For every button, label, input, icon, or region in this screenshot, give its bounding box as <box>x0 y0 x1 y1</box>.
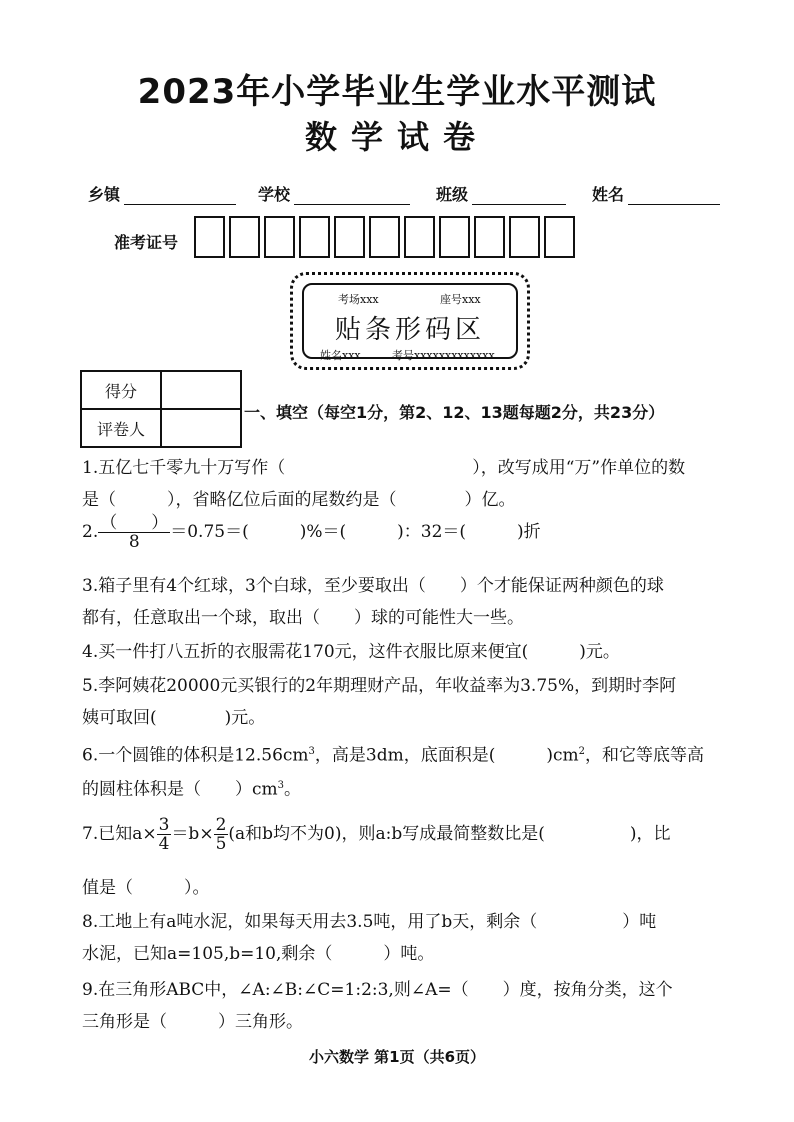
score-cell[interactable] <box>161 371 241 409</box>
class-line <box>472 188 566 205</box>
q6-part-c: ，和它等底等高 <box>585 745 705 766</box>
question-6-line-1 <box>82 740 704 768</box>
score-label: 得分 <box>81 371 161 409</box>
q7-mid: ＝b× <box>171 824 214 844</box>
question-9-line-2: 三角形是（ ）三角形。 <box>82 1012 303 1032</box>
question-2-rest: ＝0.75＝( )%＝( )：32＝( )折 <box>170 522 541 542</box>
name-line <box>628 188 720 205</box>
barcode-exam-room: 考场xxx <box>338 293 379 306</box>
q6-part-a: 6.一个圆锥的体积是12.56cm <box>82 745 309 766</box>
q7-fraction-2 <box>214 816 229 853</box>
question-6-line-2 <box>82 774 301 802</box>
grader-label: 评卷人 <box>81 409 161 447</box>
question-8-line-2: 水泥，已知a=105,b=10,剩余（ ）吨。 <box>82 944 435 964</box>
class-field[interactable] <box>436 182 566 205</box>
town-field[interactable] <box>88 182 236 205</box>
q6-sup-square: 2 <box>578 746 586 757</box>
school-line <box>294 188 410 205</box>
name-field[interactable] <box>592 182 720 205</box>
exam-id-digit-box[interactable] <box>264 216 295 258</box>
exam-id-digit-box[interactable] <box>404 216 435 258</box>
grader-cell[interactable] <box>161 409 241 447</box>
question-9-line-1: 9.在三角形ABC中，∠A:∠B:∠C=1:2:3,则∠A=（ ）度，按角分类，这个 <box>82 980 673 1000</box>
question-2 <box>82 514 541 551</box>
fraction-numerator: （ ） <box>100 513 169 533</box>
fraction-numerator: 2 <box>215 815 227 835</box>
exam-id-digit-box[interactable] <box>509 216 540 258</box>
section-title: 一、填空（每空1分，第2、12、13题每题2分，共23分） <box>244 403 665 422</box>
school-label: 学校 <box>258 185 291 204</box>
exam-id-digit-box[interactable] <box>474 216 505 258</box>
question-8-line-1: 8.工地上有a吨水泥，如果每天用去3.5吨，用了b天，剩余（ ）吨 <box>82 912 657 932</box>
q7-prefix: 7.已知a× <box>82 824 157 844</box>
page-footer: 小六数学 第1页（共6页） <box>308 1048 486 1066</box>
exam-id-digit-box[interactable] <box>194 216 225 258</box>
question-2-fraction <box>98 514 170 551</box>
question-3-line-1: 3.箱子里有4个红球，3个白球，至少要取出（ ）个才能保证两种颜色的球 <box>82 576 664 596</box>
barcode-seat: 座号xxx <box>440 293 481 306</box>
question-4: 4.买一件打八五折的衣服需花170元，这件衣服比原来便宜( )元。 <box>82 642 620 662</box>
question-3-line-2: 都有，任意取出一个球，取出（ ）球的可能性大一些。 <box>82 608 524 628</box>
q6-sup-cubic: 3 <box>308 746 315 757</box>
exam-id-digit-box[interactable] <box>334 216 365 258</box>
name-label: 姓名 <box>592 185 625 204</box>
school-field[interactable] <box>258 182 410 205</box>
barcode-title: 贴条形码区 <box>334 315 485 345</box>
exam-subtitle: 数学试卷 <box>304 118 489 156</box>
exam-id-digit-box[interactable] <box>229 216 260 258</box>
question-7-line-2: 值是（ ）。 <box>82 878 210 898</box>
fraction-denominator: 4 <box>158 834 170 854</box>
exam-id-boxes[interactable] <box>194 216 579 258</box>
question-5-line-2: 姨可取回( )元。 <box>82 708 266 728</box>
exam-id-digit-box[interactable] <box>439 216 470 258</box>
question-2-prefix: 2. <box>82 522 99 542</box>
exam-id-digit-box[interactable] <box>544 216 575 258</box>
fraction-denominator: 5 <box>215 834 227 854</box>
question-1-line-2: 是（ ），省略亿位后面的尾数约是（ ）亿。 <box>82 490 516 510</box>
question-1-line-1: 1.五亿七千零九十万写作（ ），改写成用“万”作单位的数 <box>82 458 686 478</box>
class-label: 班级 <box>436 185 469 204</box>
q7-fraction-1 <box>157 816 172 853</box>
exam-id-digit-box[interactable] <box>299 216 330 258</box>
barcode-name: 姓名xxx <box>320 349 361 362</box>
exam-id-digit-box[interactable] <box>369 216 400 258</box>
town-label: 乡镇 <box>88 185 121 204</box>
fraction-denominator: 8 <box>128 532 140 552</box>
q6-line2-a: 的圆柱体积是（ ）cm <box>82 779 278 800</box>
exam-id-label: 准考证号 <box>114 233 179 252</box>
score-table <box>80 370 242 448</box>
exam-title: 2023年小学毕业生学业水平测试 <box>137 72 657 112</box>
barcode-exam-no: 考号xxxxxxxxxxxxx <box>392 349 495 362</box>
question-7-line-1 <box>82 816 671 853</box>
barcode-area <box>290 272 530 370</box>
q6-part-b: ，高是3dm，底面积是( )cm <box>314 745 579 766</box>
question-5-line-1: 5.李阿姨花20000元买银行的2年期理财产品，年收益率为3.75%，到期时李阿 <box>82 676 677 696</box>
town-line <box>124 188 236 205</box>
q6-line2-b: 。 <box>284 779 302 800</box>
q6-line2-sup: 3 <box>277 780 285 791</box>
fraction-numerator: 3 <box>158 815 170 835</box>
barcode-frame <box>302 283 518 362</box>
q7-rest: (a和b均不为0)，则a:b写成最简整数比是( )，比 <box>228 824 671 844</box>
